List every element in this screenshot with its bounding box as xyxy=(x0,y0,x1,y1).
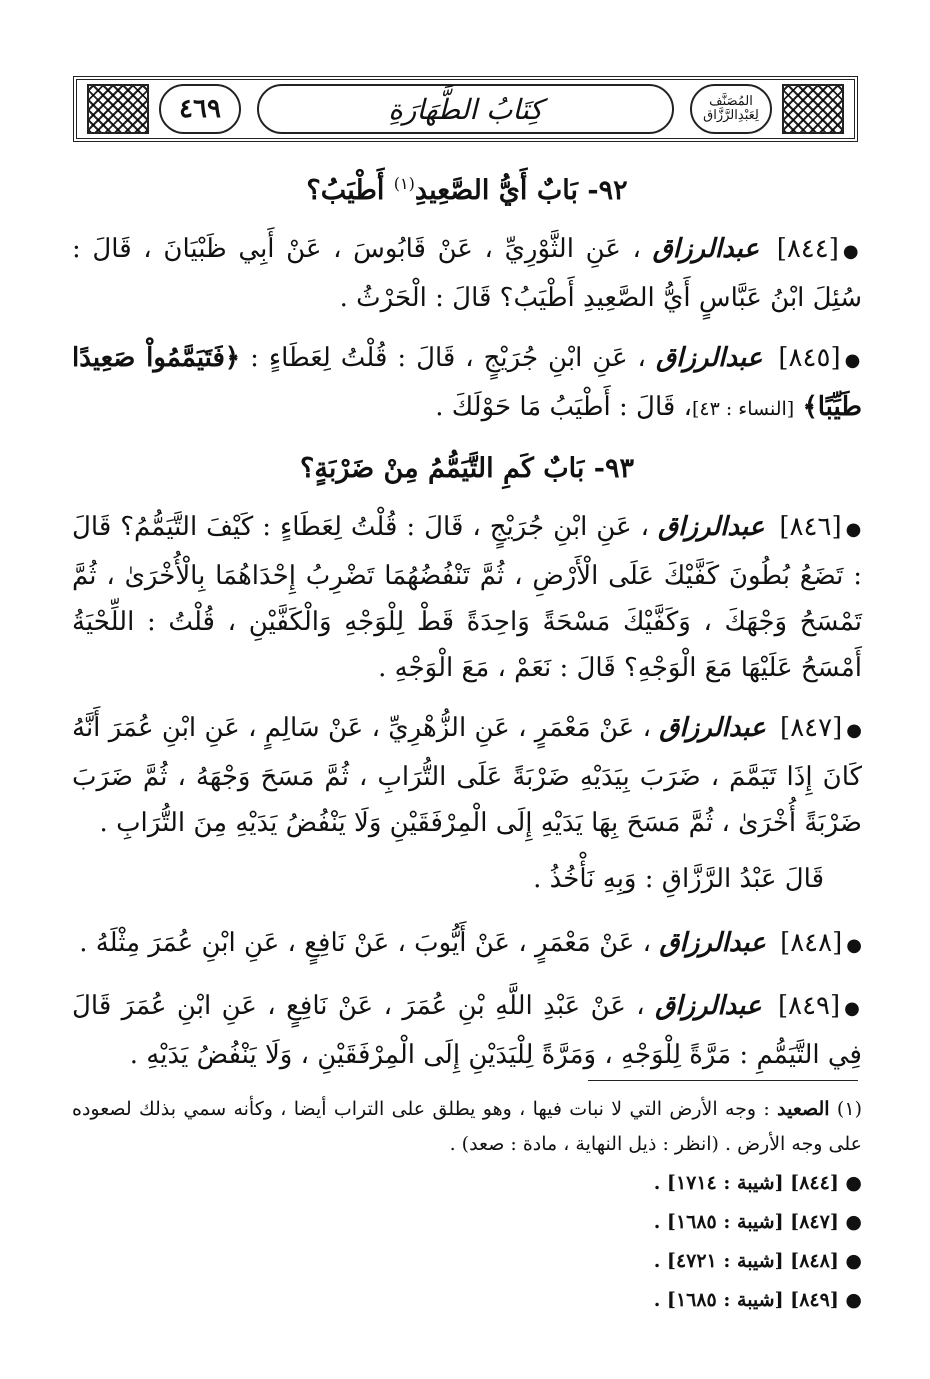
hadith-text: ، عَنْ مَعْمَرٍ ، عَنْ أَيُّوبَ ، عَنْ نَافِعٍ ، عَنِ ابْنِ عُمَرَ مِثْلَهُ . xyxy=(79,928,652,958)
bullet-icon: ● xyxy=(845,519,862,540)
hadith-845 xyxy=(72,335,862,432)
hadith-text: ، عَنِ ابْنِ جُرَيْجٍ ، قَالَ : قُلْتُ لِعَطَاءٍ : كَيْفَ التَّيَمُّمُ؟ قَالَ : تَضَعُ بُطُونَ كَفَّيْكَ عَلَى الْأَرْضِ ، ثُمَّ تَنْفُضُهُمَا تَضْرِبُ إِحْدَاهُمَا بِالْأُخْرَىٰ ، ثُمَّ تَمْسَحُ وَجْهَكَ ، وَكَفَّيْكَ مَسْحَةً وَاحِدَةً قَطْ لِلْوَجْهِ وَالْكَفَّيْنِ ، قُلْتُ : اللِّحْيَةُ أَمْسَحُ عَلَيْهَا مَعَ الْوَجْهِ؟ قَالَ : نَعَمْ ، مَعَ الْوَجْهِ . xyxy=(72,512,862,683)
ornament-left xyxy=(87,84,149,134)
hadith-849 xyxy=(72,983,862,1078)
quran-verse: ﴿فَتَيَمَّمُواْ صَعِيدًا طَيِّبًا﴾ xyxy=(72,343,862,422)
hadith-text: ، عَنِ الثَّوْرِيِّ ، عَنْ قَابُوسَ ، عَنْ أَبِي ظَبْيَانَ ، قَالَ : سُئِلَ ابْنُ عَبَّاسٍ أَيُّ الصَّعِيدِ أَطْيَبُ؟ قَالَ : الْحَرْثُ . xyxy=(72,234,862,313)
source-ref: ● [٨٤٤] [شيبة : ١٧١٤] . xyxy=(653,1172,862,1194)
narrator: عبدالرزاق xyxy=(652,234,760,264)
hadith-number: [٨٤٧] xyxy=(780,713,843,743)
narrator: عبدالرزاق xyxy=(657,512,765,542)
source-ref: ● [٨٤٩] [شيبة : ١٦٨٥] . xyxy=(653,1289,862,1311)
hadith-number: [٨٤٨] xyxy=(780,928,843,958)
footnote-marker: (١) xyxy=(393,174,415,193)
quran-reference: [النساء : ٤٣] xyxy=(691,398,795,420)
book-logo xyxy=(690,84,772,134)
footnotes xyxy=(72,1092,862,1318)
hadith-847 xyxy=(72,705,862,846)
hadith-text: ، عَنْ مَعْمَرٍ ، عَنِ الزُّهْرِيِّ ، عَنْ سَالِمٍ ، عَنِ ابْنِ عُمَرَ أَنَّهُ كَانَ إِذَا تَيَمَّمَ ، ضَرَبَ بِيَدَيْهِ ضَرْبَةً عَلَى التُّرَابِ ، ثُمَّ مَسَحَ وَجْهَهُ ، ثُمَّ ضَرَبَ ضَرْبَةً أُخْرَىٰ ، ثُمَّ مَسَحَ بِهَا يَدَيْهِ إِلَى الْمِرْفَقَيْنِ وَلَا يَنْفُضُ يَدَيْهِ مِنَ التُّرَابِ . xyxy=(72,713,862,838)
main-text xyxy=(72,155,862,1092)
section-title: ٩٣- بَابٌ كَمِ التَّيَمُّمُ مِنْ ضَرْبَةٍ؟ xyxy=(300,453,634,484)
bullet-icon: ● xyxy=(842,241,862,262)
hadith-846 xyxy=(72,504,862,691)
hadith-number: [٨٤٤] xyxy=(776,234,839,264)
book-logo-line1: المُصَنَّف xyxy=(709,94,753,109)
footnote-term: الصعيد xyxy=(777,1098,830,1120)
hadith-number: [٨٤٩] xyxy=(777,991,841,1021)
bullet-icon: ● xyxy=(846,935,862,956)
footnote-divider xyxy=(588,1080,858,1081)
hadith-844 xyxy=(72,226,862,321)
narrator: عبدالرزاق xyxy=(659,713,766,743)
bullet-icon: ● xyxy=(846,720,863,741)
footnote-text: : وجه الأرض التي لا نبات فيها ، وهو يطلق على التراب أيضا ، وكأنه سمي بذلك لصعوده على وجه الأرض . (انظر : ذيل النهاية ، مادة : صعد) . xyxy=(72,1098,862,1155)
narrator: عبدالرزاق xyxy=(655,991,762,1021)
source-ref: ● [٨٤٧] [شيبة : ١٦٨٥] . xyxy=(653,1211,862,1233)
book-logo-line2: لِعَبْدِالرَّزَّاق xyxy=(703,108,759,123)
running-title: كِتَابُ الطَّهَارَةِ xyxy=(257,84,674,134)
hadith-number: [٨٤٦] xyxy=(779,512,842,542)
section-title: ٩٢- بَابٌ أَيُّ الصَّعِيدِ$^{(١)}$ أَطْيَبُ؟ xyxy=(306,174,628,206)
bullet-icon: ● xyxy=(844,350,863,371)
ornament-right xyxy=(782,84,844,134)
hadith-848 xyxy=(72,920,862,969)
hadith-text: ، عَنْ عَبْدِ اللَّهِ بْنِ عُمَرَ ، عَنْ نَافِعٍ ، عَنِ ابْنِ عُمَرَ قَالَ فِي التَّيَمُّمِ : مَرَّةً لِلْوَجْهِ ، وَمَرَّةً لِلْيَدَيْنِ إِلَى الْمِرْفَقَيْنِ ، وَلَا يَنْفُضُ يَدَيْهِ . xyxy=(72,991,862,1070)
hadith-text-end: ، قَالَ : أَطْيَبُ مَا حَوْلَكَ . xyxy=(435,392,692,422)
hadith-number: [٨٤٥] xyxy=(778,343,841,373)
page-number: ٤٦٩ xyxy=(159,84,241,134)
hadith-text: ، عَنِ ابْنِ جُرَيْجٍ ، قَالَ : قُلْتُ لِعَطَاءٍ : xyxy=(250,343,646,373)
footnote-1 xyxy=(72,1092,862,1162)
author-statement: قَالَ عَبْدُ الرَّزَّاقِ : وَبِهِ نَأْخُذُ . xyxy=(533,864,824,894)
source-ref: ● [٨٤٨] [شيبة : ٤٧٢١] . xyxy=(653,1250,862,1272)
bullet-icon: ● xyxy=(844,998,863,1019)
narrator: عبدالرزاق xyxy=(655,343,763,373)
page-header xyxy=(73,76,858,142)
footnote-marker: (١) xyxy=(836,1098,862,1120)
narrator: عبدالرزاق xyxy=(659,928,766,958)
